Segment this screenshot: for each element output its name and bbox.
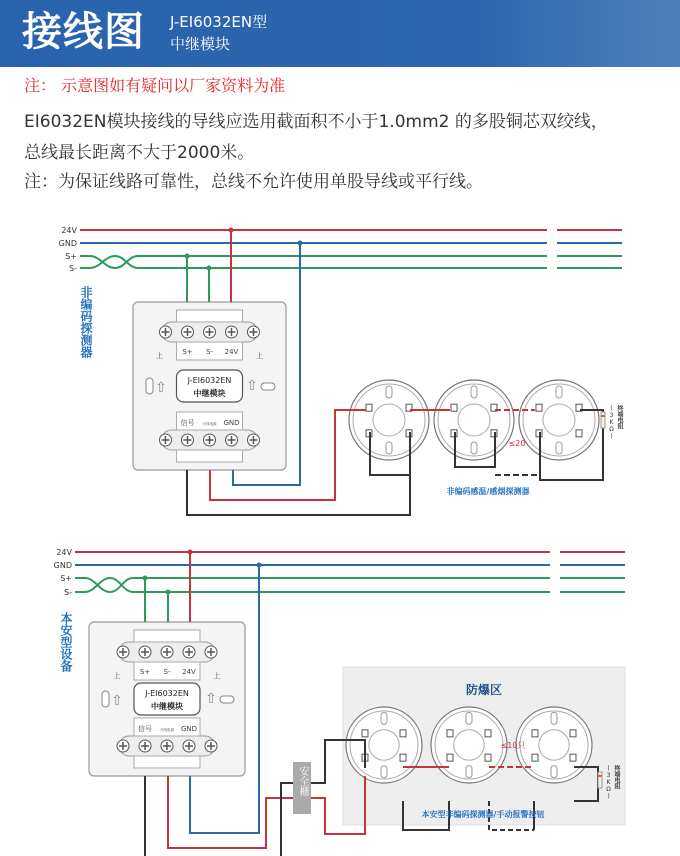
resistor-value-label: (3KΩ) [608,405,615,440]
bus-s-plus-line [75,578,625,592]
bus-break-gap [547,228,557,232]
detector-slot [381,766,387,778]
bus-label-s-minus: S- [69,264,77,273]
detector-slot [551,766,557,778]
terminal-screw-icon [204,434,216,446]
terminal-screw-icon [139,646,151,658]
bottom-terminal-label: 分线电源 [202,422,217,426]
spec-line-2: 总线最长距离不大于2000米。 [24,143,255,163]
detector-terminal [485,730,491,737]
terminal-screw-icon [248,326,260,338]
bus-break-gap [550,563,560,567]
resistor-value-label: (3KΩ) [605,765,612,800]
detector-terminal [532,730,538,737]
detector-center [458,404,490,436]
terminal-label-bar [177,310,243,322]
model-label: J-EI6032EN型 [170,13,268,31]
end-resistor-icon [598,772,602,788]
terminal-screw-icon [226,326,238,338]
terminal-screw-icon [161,740,173,752]
detector-base [431,707,507,783]
side-label-uncoded: 非编码探测器 [79,286,93,358]
terminal-screw-icon [183,740,195,752]
module-model-label: J-EI6032EN [187,376,232,385]
terminal-screw-icon [117,740,129,752]
bus-label-24v: 24V [61,226,77,235]
detector-slot [471,386,477,398]
top-terminal-label: S+ [182,348,193,356]
module-name-label: 中继模块 [151,702,183,711]
detector-caption: 非编码感温/感烟探测器 [446,487,530,496]
mount-slot [146,378,153,394]
detector-slot [381,712,387,724]
bus-label-gnd: GND [53,561,72,570]
detector-terminal [570,754,576,761]
detector-terminal [536,404,542,411]
terminal-screw-icon [182,326,194,338]
detector-slot [466,766,472,778]
detector-terminal [366,404,372,411]
resistor-band [598,775,602,777]
detector-slot [556,386,562,398]
detector-terminal [451,404,457,411]
terminal-screw-icon [204,326,216,338]
detector-terminal [576,430,582,437]
disclaimer-note: 注： 示意图如有疑问以厂家资料为准 [24,76,286,95]
spec-line-3: 注：为保证线路可靠性，总线不允许使用单股导线或平行线。 [24,172,483,192]
detector-slot [471,442,477,454]
detector-terminal [447,754,453,761]
terminal-screw-icon [160,434,172,446]
detector-slot [556,442,562,454]
detector-terminal [400,730,406,737]
detector-base [434,380,514,460]
terminal-screw-icon [183,646,195,658]
detector-slot [386,386,392,398]
spec-line-1: EI6032EN模块接线的导线应选用截面积不小于1.0mm2 的多股铜芯双绞线， [24,112,608,132]
terminal-screw-icon [160,326,172,338]
bus-s-minus-line [80,256,622,268]
bottom-terminal-label: 信号 [180,419,195,427]
detector-base [346,707,422,783]
bottom-terminal-label: GND [180,725,198,733]
detector-terminal [447,730,453,737]
top-terminal-label: S- [163,668,171,676]
bus-break-gap [550,590,560,594]
detector-base [349,380,429,460]
detector-base [519,380,599,460]
detector-terminal [362,730,368,737]
resistor-label: 终端电阻 [616,405,623,429]
terminal-screw-icon [205,740,217,752]
terminal-label-bar [134,630,200,642]
terminal-screw-icon [117,646,129,658]
bottom-terminal-label: GND [223,419,240,427]
bus-s-minus-line [75,578,625,592]
wire-barrier-in [168,776,295,848]
terminal-screw-icon [182,434,194,446]
detector-terminal [485,754,491,761]
bottom-terminal-label: 分线电源 [160,728,174,732]
bus-break-gap [547,254,557,258]
module-name-label: 中继模块 [193,389,226,398]
up-arrow-icon: ⇧ [111,693,123,709]
mount-slot [102,691,109,707]
bus-break-gap [550,550,560,554]
bottom-terminal-label: 信号 [138,725,152,733]
safety-barrier-label: 安全栅 [297,766,308,796]
module-model-label: J-EI6032EN [145,689,189,698]
up-arrow-icon: ⇧ [155,380,167,396]
bus-break-gap [550,576,560,580]
terminal-screw-icon [205,646,217,658]
page-title: 接线图 [22,9,145,55]
up-arrow-icon: ⇧ [205,691,217,707]
top-terminal-label: S- [206,348,213,356]
bus-label-s-plus: S+ [65,252,77,261]
mount-slot [220,696,234,703]
detector-slot [386,442,392,454]
zone-label: 防爆区 [465,683,503,697]
terminal-label-bar [177,450,243,462]
up-mark: 上 [113,672,121,680]
resistor-band [601,415,605,417]
detector-center [454,730,484,760]
bus-label-s-plus: S+ [60,574,72,583]
bus-label-24v: 24V [56,548,72,557]
detector-terminal [570,730,576,737]
detector-center [369,730,399,760]
terminal-screw-icon [139,740,151,752]
end-resistor-icon [601,412,605,428]
detector-slot [551,712,557,724]
detector-caption: 本安型非编码探测器/手动报警按钮 [421,810,545,819]
detector-base [516,707,592,783]
mount-slot [261,383,275,390]
resistor-label: 终端电阻 [613,765,620,789]
terminal-label-bar [134,756,200,768]
max-count-label: ≤10只 [500,741,526,750]
top-terminal-label: S+ [139,668,151,676]
detector-center [543,404,575,436]
terminal-screw-icon [248,434,260,446]
terminal-screw-icon [226,434,238,446]
bus-label-s-minus: S- [64,588,72,597]
bus-break-gap [547,266,557,270]
max-count-label: ≤20 [508,439,526,448]
module-name-label: 中继模块 [170,35,231,53]
bus-label-gnd: GND [58,239,77,248]
top-terminal-label: 24V [182,668,196,676]
detector-terminal [532,754,538,761]
up-mark: 上 [213,672,221,680]
top-terminal-label: 24V [224,348,239,356]
up-arrow-icon: ⇧ [246,378,258,394]
detector-terminal [400,754,406,761]
terminal-screw-icon [161,646,173,658]
bus-s-plus-line [80,256,622,268]
bus-break-gap [547,241,557,245]
up-mark: 上 [156,352,163,360]
side-label-intrinsic: 本安型设备 [59,612,73,672]
detector-center [373,404,405,436]
up-mark: 上 [256,352,263,360]
detector-slot [466,712,472,724]
detector-center [539,730,569,760]
